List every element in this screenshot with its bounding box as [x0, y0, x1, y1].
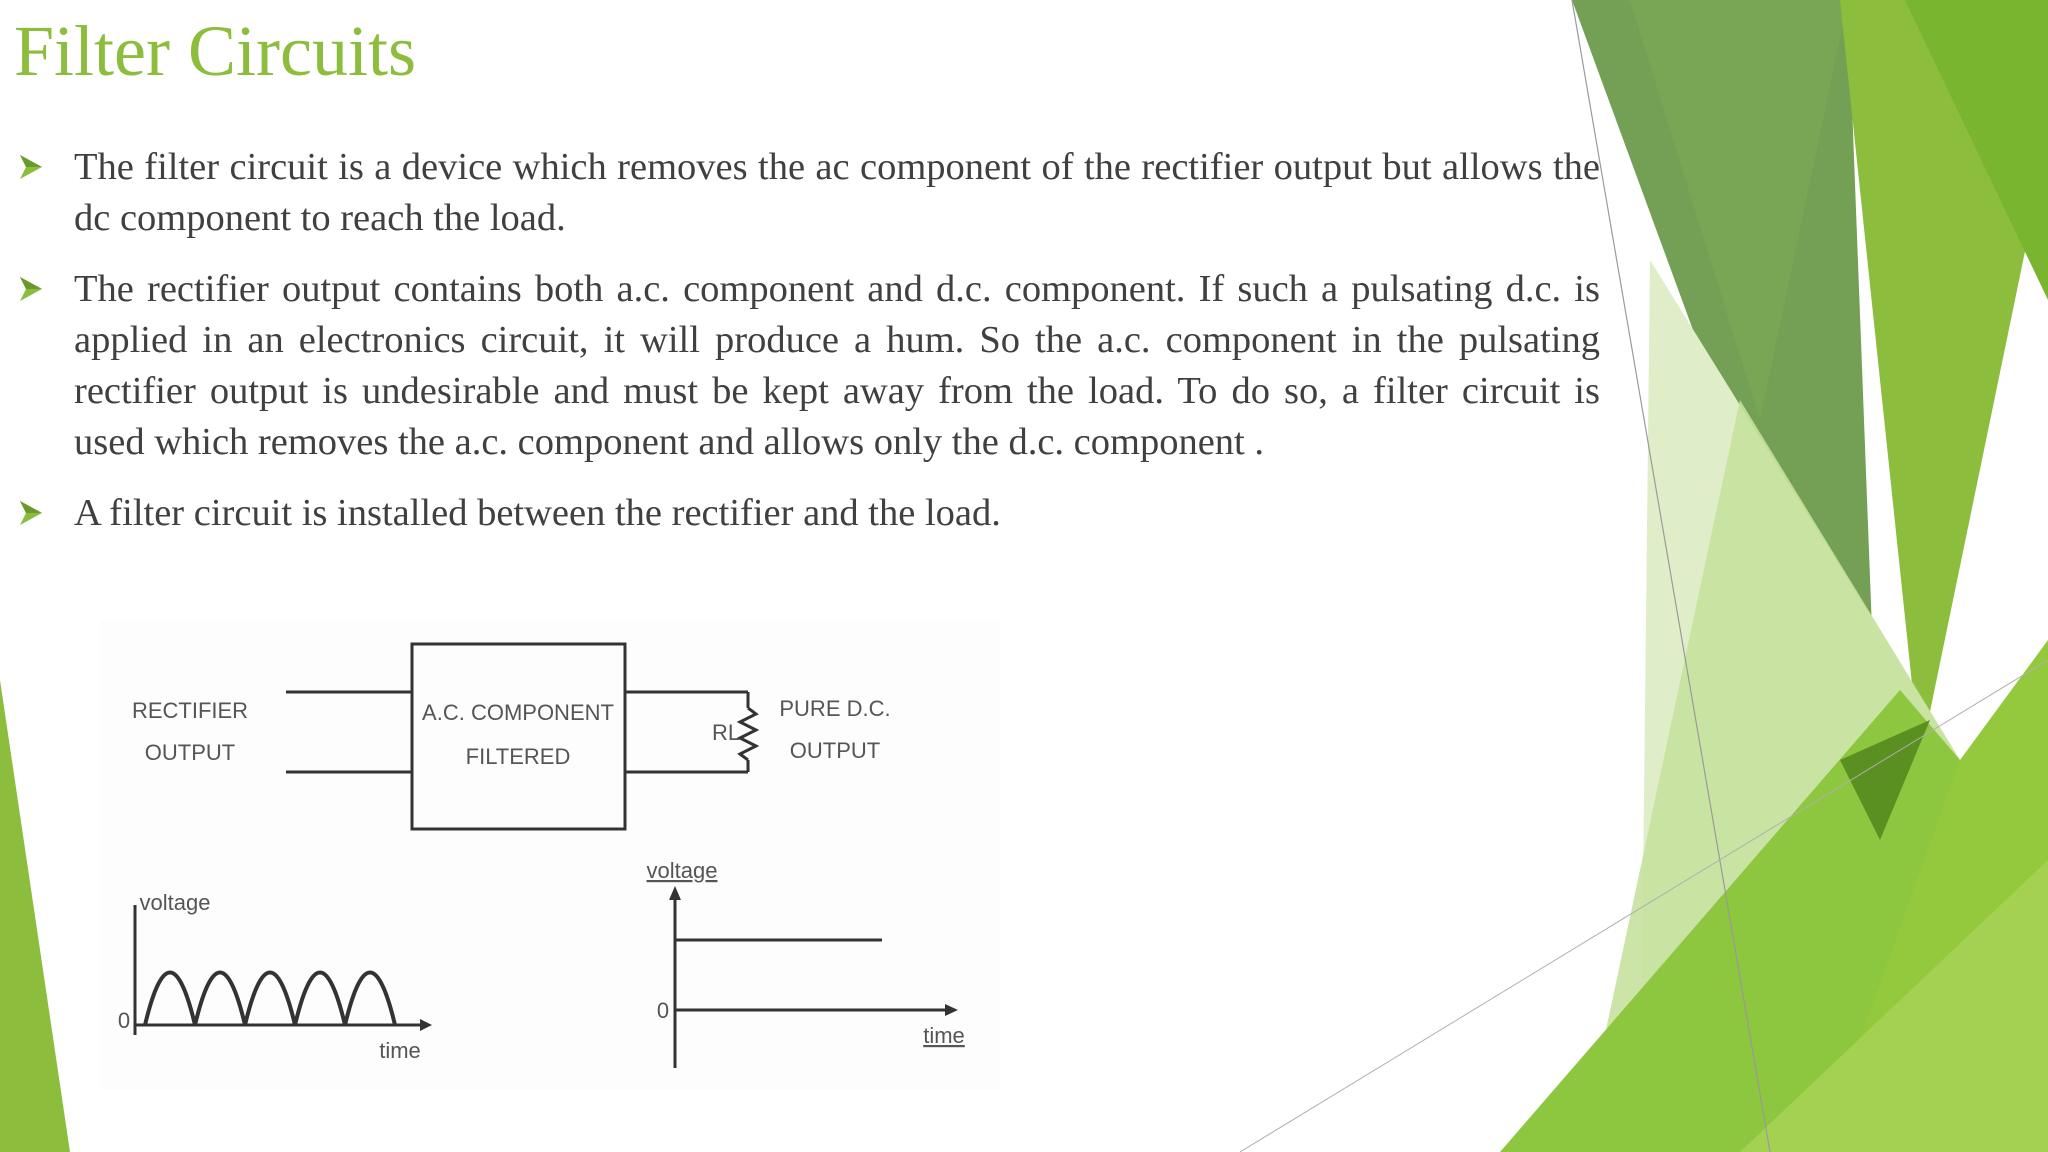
left-graph-origin-label: 0	[117, 1008, 131, 1033]
rectifier-label-line2: OUTPUT	[144, 740, 236, 765]
filter-box-label-line1: A.C. COMPONENT	[422, 700, 614, 725]
output-label-line1: PURE D.C.	[779, 696, 891, 721]
arrow-bullet-icon	[20, 501, 42, 525]
right-graph-origin-label: 0	[656, 998, 670, 1023]
bullet-text: The filter circuit is a device which removes the ac component of the rectifier output but allows the dc component to reach the load.	[74, 146, 1600, 239]
left-graph-x-label: time	[379, 1038, 421, 1063]
resistor-label: RL	[711, 720, 741, 745]
bullet-item	[20, 142, 1600, 244]
bullet-item	[20, 264, 1600, 468]
right-graph-x-label: time	[923, 1023, 965, 1048]
bullet-list	[20, 142, 1600, 559]
filter-box-label-line2: FILTERED	[465, 744, 571, 769]
output-label-line2: OUTPUT	[789, 738, 881, 763]
bullet-text: A filter circuit is installed between the rectifier and the load.	[74, 492, 1001, 534]
rectifier-label-line1: RECTIFIER	[131, 698, 249, 723]
filter-circuit-diagram	[100, 620, 1000, 1090]
arrow-bullet-icon	[20, 155, 42, 179]
right-graph-y-label: voltage	[646, 858, 718, 883]
left-graph-y-label: voltage	[139, 890, 211, 915]
bullet-item	[20, 488, 1600, 539]
bullet-text: The rectifier output contains both a.c. component and d.c. component. If such a pulsating d.c. is applied in an electronics circuit, it will produce a hum. So the a.c. component in the pulsating rectifier output is undesirable and must be kept away from the load. To do so, a filter circuit is used which removes the a.c. component and allows only the d.c. component .	[74, 268, 1600, 463]
arrow-bullet-icon	[20, 277, 42, 301]
slide-title: Filter Circuits	[14, 11, 416, 91]
